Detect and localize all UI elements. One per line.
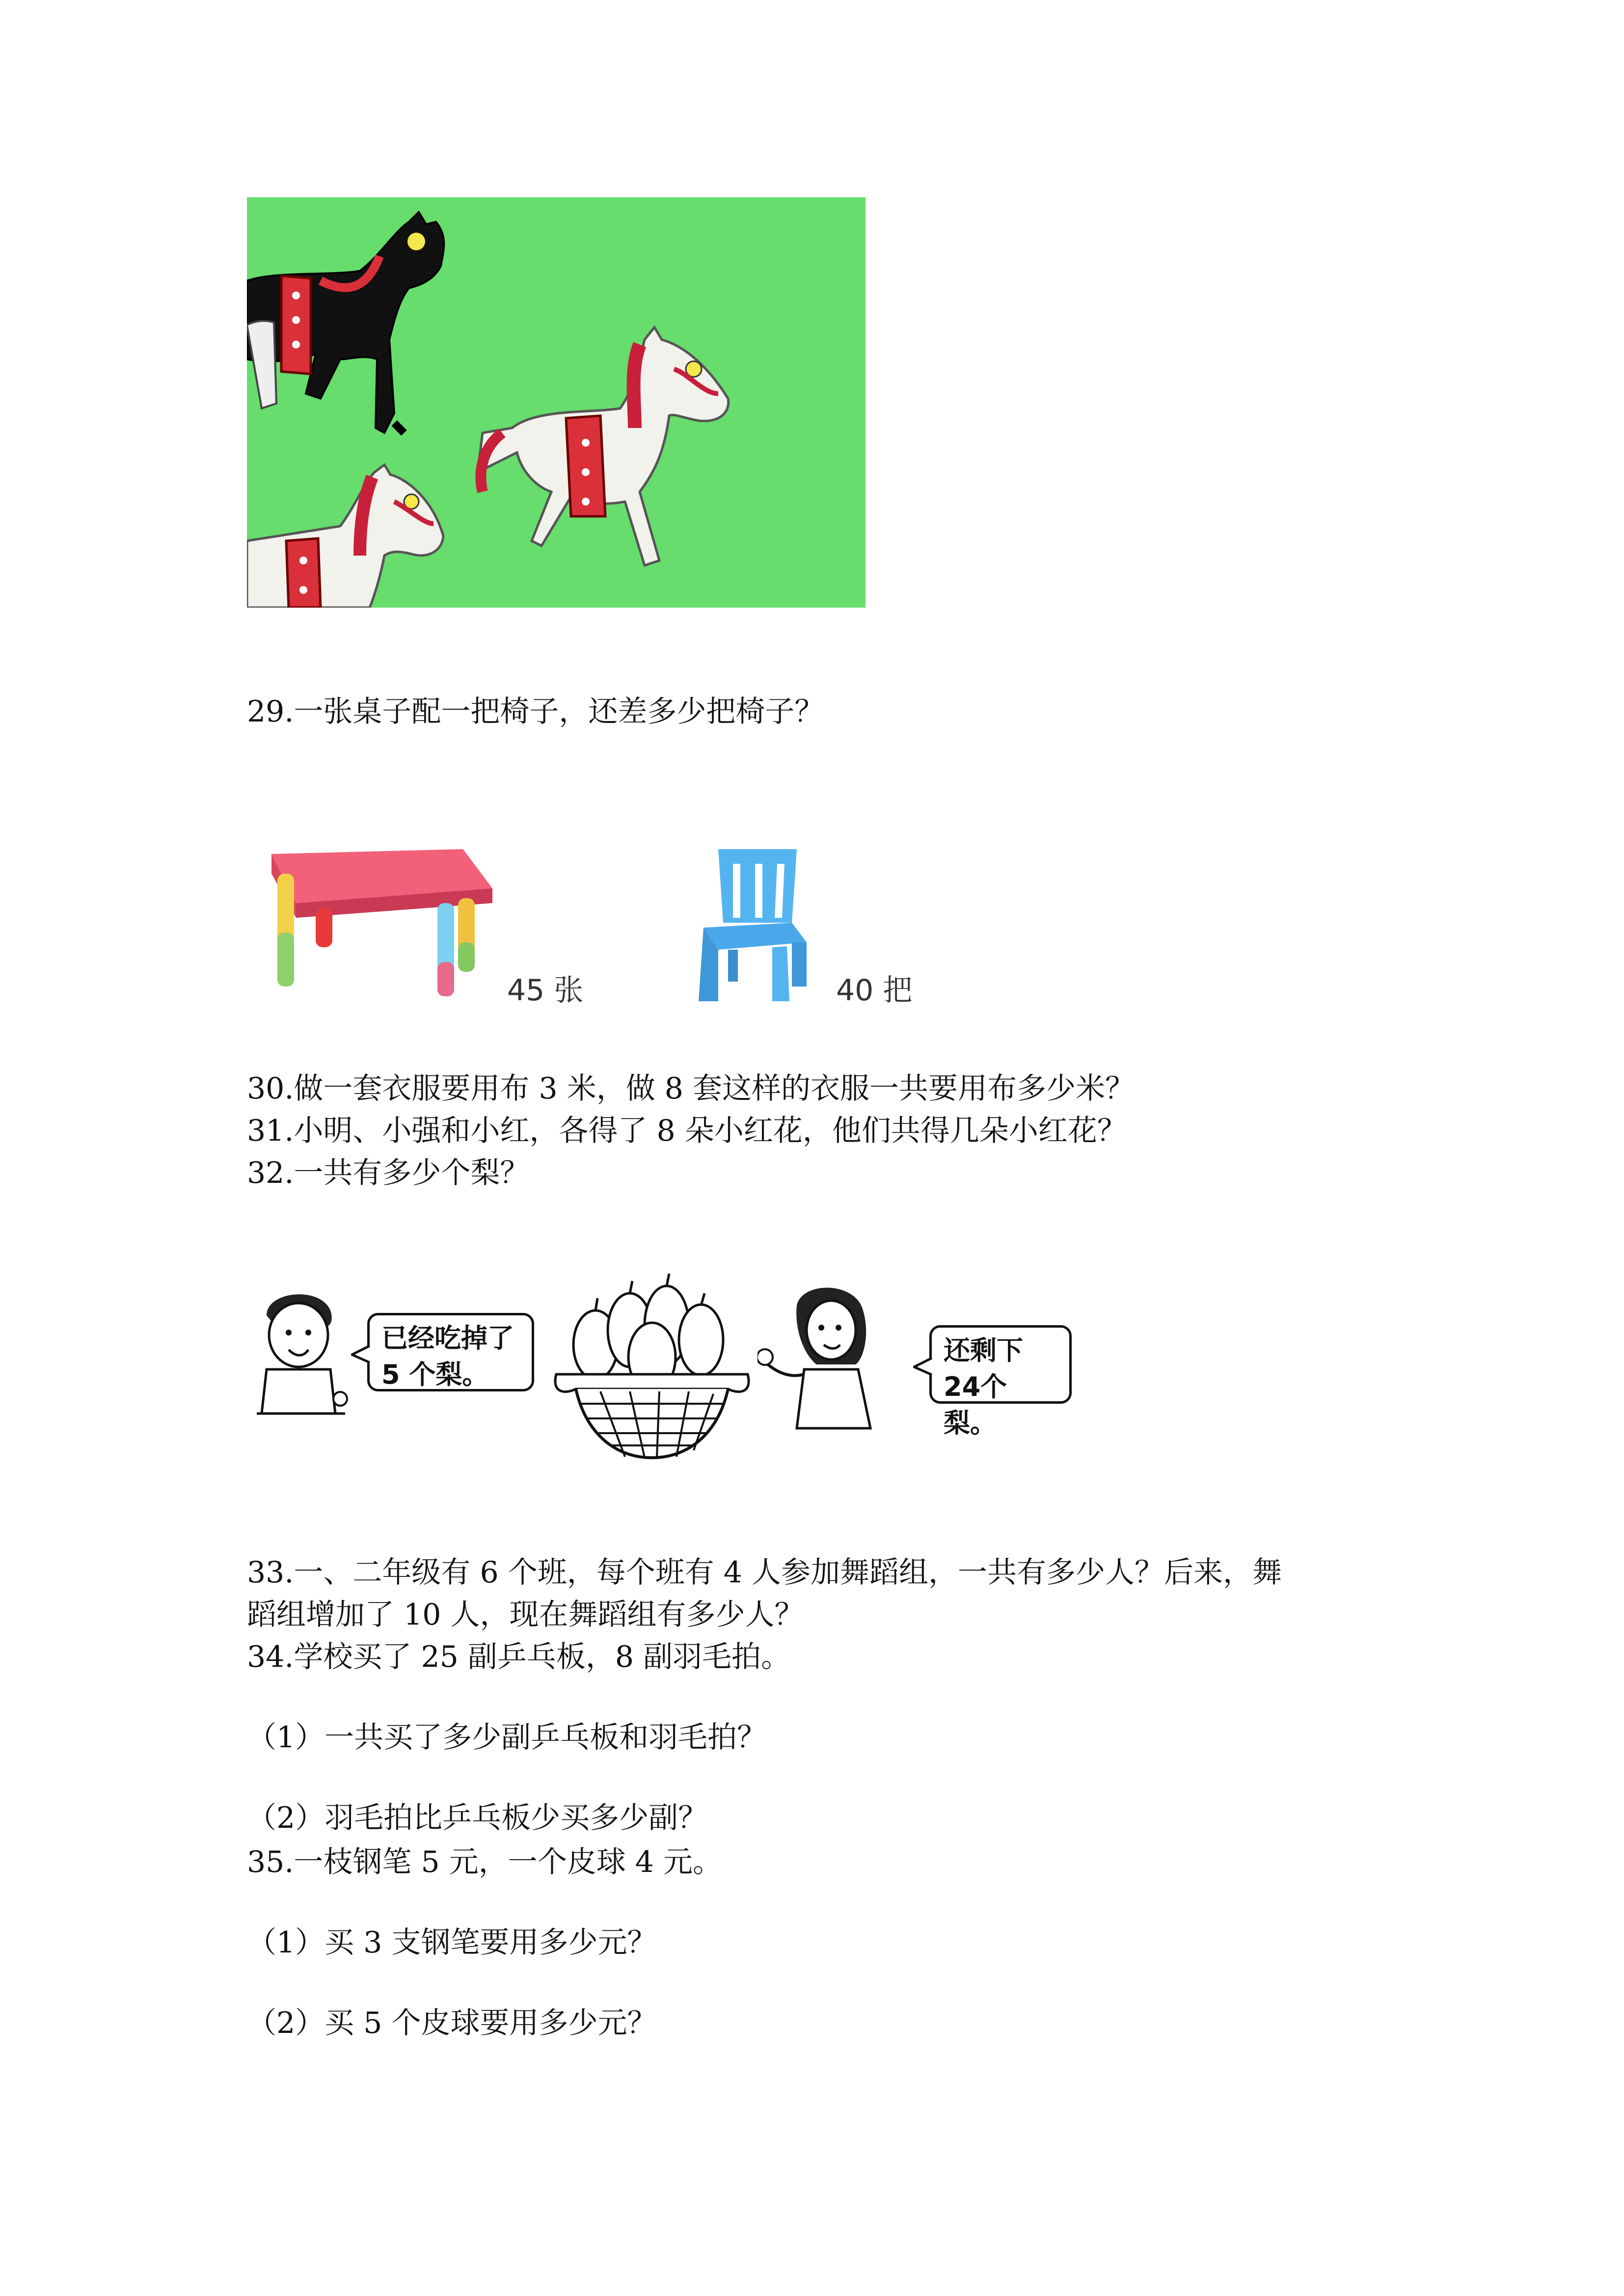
question-34-part-1: （1）一共买了多少副乒乓板和羽毛拍？ xyxy=(247,1720,767,1755)
question-30: 30.做一套衣服要用布 3 米，做 8 套这样的衣服一共要用布多少米？ xyxy=(247,1071,1135,1106)
question-35-part-2: （2）买 5 个皮球要用多少元？ xyxy=(247,2006,657,2040)
chair-icon xyxy=(689,844,816,1006)
question-31: 31.小明、小强和小红，各得了 8 朵小红花，他们共得几朵小红花？ xyxy=(247,1114,1127,1148)
boy-speech-line-1: 已经吃掉了 xyxy=(381,1323,514,1354)
table-icon xyxy=(257,834,502,1001)
question-34: 34.学校买了 25 副乒乓板，8 副羽毛拍。 xyxy=(247,1640,791,1674)
white-horse-icon xyxy=(478,327,729,565)
girl-speech-line-2: 24个梨。 xyxy=(944,1371,1007,1439)
question-32: 32.一共有多少个梨？ xyxy=(247,1156,530,1190)
boy-speech-bubble xyxy=(367,1313,534,1391)
question-29: 29.一张桌子配一把椅子，还差多少把椅子？ xyxy=(247,694,824,729)
question-35-part-1: （1）买 3 支钢笔要用多少元？ xyxy=(247,1925,657,1960)
horses-picture xyxy=(247,197,866,608)
table-chair-picture xyxy=(247,834,924,1016)
pears-picture xyxy=(247,1271,1082,1477)
girl-speech-line-1: 还剩下 xyxy=(944,1335,1023,1366)
bubble-tail-icon xyxy=(913,1357,933,1377)
question-34-part-2: （2）羽毛拍比乒乓板少买多少副？ xyxy=(247,1801,708,1835)
girl-speech-bubble xyxy=(929,1325,1072,1439)
question-35: 35.一枝钢笔 5 元，一个皮球 4 元。 xyxy=(247,1845,723,1879)
girl-icon xyxy=(758,1276,885,1433)
black-horse-icon xyxy=(247,212,444,433)
question-33-line-1: 33.一、二年级有 6 个班，每个班有 4 人参加舞蹈组，一共有多少人？后来，舞 xyxy=(247,1555,1282,1590)
boy-speech-line-2: 5 个梨。 xyxy=(381,1359,489,1390)
question-33-line-2: 蹈组增加了 10 人，现在舞蹈组有多少人？ xyxy=(247,1598,804,1632)
table-count-label: 45 张 xyxy=(507,973,584,1008)
boy-icon xyxy=(247,1281,355,1428)
bubble-tail-icon xyxy=(351,1345,371,1364)
white-horse-icon xyxy=(247,465,443,608)
chair-count-label: 40 把 xyxy=(836,973,913,1008)
pear-basket-icon xyxy=(546,1271,758,1468)
